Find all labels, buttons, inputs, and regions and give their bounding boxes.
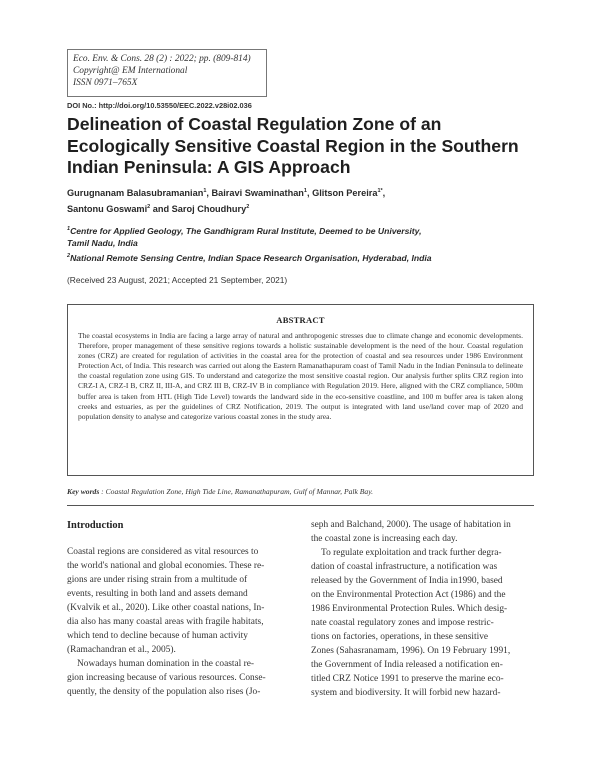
author-name: Glitson Pereira: [312, 188, 378, 199]
section-divider: [67, 505, 534, 506]
author-name: Gurugnanam Balasubramanian: [67, 188, 204, 199]
body-line: titled CRZ Notice 1991 to preserve the marine eco-: [311, 674, 504, 684]
author-conjunction: and: [150, 203, 172, 214]
body-line: Zones (Sahasranamam, 1996). On 19 February 1991,: [311, 646, 511, 656]
section-heading-introduction: Introduction: [67, 520, 124, 531]
body-line: seph and Balchand, 2000). The usage of habitation in: [311, 520, 511, 530]
body-line: dia also has many coastal areas with fragile habitats,: [67, 617, 264, 627]
body-line: the world's national and global economies. These re-: [67, 561, 265, 571]
author-affiliation-marker: 1*: [377, 188, 383, 194]
body-line: To regulate exploitation and track further degra-: [321, 548, 502, 558]
keywords: [67, 487, 537, 496]
body-line: released by the Government of India in1990, based: [311, 576, 503, 586]
doi-link[interactable]: DOI No.: http://doi.org/10.53550/EEC.2022.v28i02.036: [67, 101, 252, 110]
keywords-text: : Coastal Regulation Zone, High Tide Line, Ramanathapuram, Gulf of Mannar, Palk Bay.: [99, 487, 374, 496]
author-name: Santonu Goswami: [67, 203, 148, 214]
affiliation-marker: 1: [67, 226, 71, 232]
received-dates: (Received 23 August, 2021; Accepted 21 September, 2021): [67, 275, 288, 285]
journal-copyright-line: Copyright@ EM International: [73, 66, 188, 76]
affiliation-text: Centre for Applied Geology, The Gandhigram Rural Institute, Deemed to be University,: [70, 225, 422, 236]
affiliation-marker: 2: [67, 252, 71, 259]
body-line: Nowadays human domination in the coastal re-: [77, 659, 255, 669]
body-line: which tend to decline because of human activity: [67, 631, 248, 641]
body-line: gions are under rising strain from a multitude of: [67, 575, 248, 585]
body-line: the Government of India released a notification en-: [311, 660, 503, 670]
body-line: (Ramachandran et al., 2005).: [67, 645, 176, 655]
abstract-text: The coastal ecosystems in India are facing a large array of natural and anthropogenic stresses due to climate change and economic developments. Therefore, proper management of these sensitive regions towards a holistic sustainable development is the need of the hour. Coastal regulation zones (CRZ) are created for regulation of activities in the coastal area for the protection of coastal and sea resources under 1986 Environment Protection Act, of India. This research was carried out along the Eastern Ramanathapuram coast of Tamil Nadu in the Indian Peninsula to delineate the coastal regulation zone using GIS. To understand and categorize the most sensitive coastal region. Our analysis further splits CRZ region into CRZ-I A, CRZ-I B, CRZ II, III-A, and CRZ III B, CRZ-IV B in compliance with Regulation 2019. Here, aligned with the CRZ compliance, 500m buffer area is taken from HTL (High Tide Level) towards the landward side in the eco-sensitive coastline, and 100 m buffer area is taken along creeks and estuaries, as per the guidelines of CRZ Notification, 2019. The output is integrated with land use/land cover map of 2020 and population density to analyse and categorize various coastal zones in the study area.: [78, 331, 523, 421]
author-affiliation-marker: 1: [303, 188, 307, 194]
abstract-heading: ABSTRACT: [276, 315, 325, 325]
author-list: [67, 185, 537, 216]
author-separator: ,: [206, 188, 212, 199]
body-line: system and biodiversity. It will forbid new hazard-: [311, 688, 501, 698]
journal-citation-box: [67, 49, 267, 97]
affiliation-1: [67, 223, 537, 237]
affiliation-1-continued: Tamil Nadu, India: [67, 238, 138, 249]
author-separator: ,: [306, 188, 313, 199]
body-line: tions on factories, operations, in these sensitive: [311, 632, 489, 642]
body-line: dation of coastal infrastructure, a notification was: [311, 562, 498, 572]
body-line: nate coastal regulatory zones and impose restric-: [311, 618, 494, 628]
body-line: 1986 Environmental Protection Rules. Which desig-: [311, 604, 508, 614]
keywords-label: Key words: [67, 487, 100, 496]
body-line: quently, the density of the population also rises (Jo-: [67, 687, 261, 697]
affiliations: [67, 223, 537, 264]
author-name: Saroj Choudhury: [171, 203, 247, 214]
body-line: the coastal zone is increasing each day.: [311, 534, 458, 544]
body-line: Coastal regions are considered as vital resources to: [67, 547, 259, 557]
body-column-right: [311, 518, 536, 700]
abstract-box: [67, 304, 534, 476]
author-affiliation-marker: 1: [203, 188, 207, 194]
body-line: (Kvalvik et al., 2020). Like other coastal nations, In-: [67, 603, 265, 613]
body-column-left: [67, 518, 292, 699]
body-line: gion increasing because of various resources. Conse-: [67, 673, 266, 683]
author-separator: ,: [382, 188, 386, 199]
author-name: Bairavi Swaminathan: [211, 188, 304, 199]
paper-title: Delineation of Coastal Regulation Zone of an Ecologically Sensitive Coastal Region in the Southern Indian Peninsula: A GIS Approach: [67, 114, 519, 177]
affiliation-2: [67, 250, 537, 264]
author-affiliation-marker: 2: [246, 203, 250, 210]
author-affiliation-marker: 2: [147, 203, 151, 210]
body-line: events, resulting in both land and assets demand: [67, 589, 248, 599]
body-line: on the Environmental Protection Act (1986) and the: [311, 590, 506, 600]
affiliation-text: National Remote Sensing Centre, Indian Space Research Organisation, Hyderabad, India: [70, 252, 432, 263]
journal-issn-line: ISSN 0971–765X: [73, 78, 138, 88]
journal-citation-line: Eco. Env. & Cons. 28 (2) : 2022; pp. (809-814): [73, 54, 251, 64]
